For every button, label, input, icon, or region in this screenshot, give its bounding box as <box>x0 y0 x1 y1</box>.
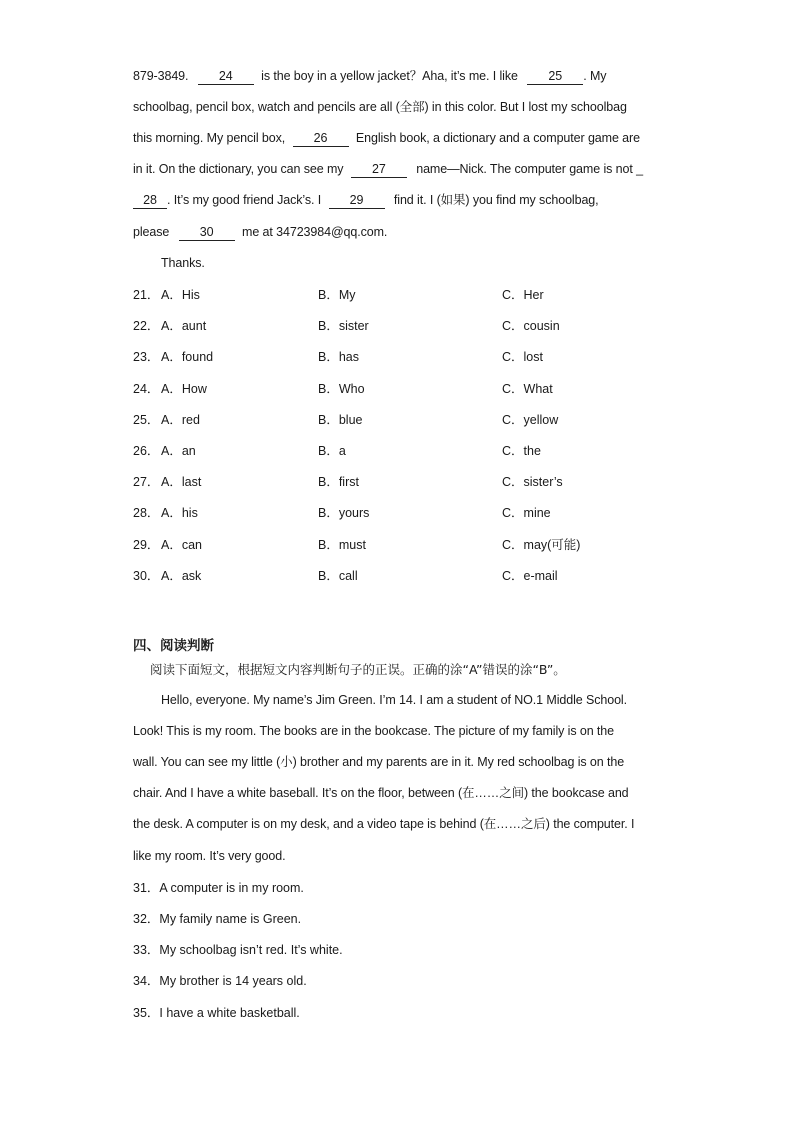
option-c: C．may(可能) <box>502 538 581 552</box>
cloze-text: find it. I (如果) you find my schoolbag, <box>393 193 599 207</box>
option-b: B．yours <box>318 506 370 520</box>
cloze-line-5 <box>133 191 599 209</box>
passage-line: Look! This is my room. The books are in the bookcase. The picture of my family is on the <box>133 724 615 738</box>
option-a: A．aunt <box>161 319 207 333</box>
option-b: B．sister <box>318 319 369 333</box>
passage-line: like my room. It’s very good. <box>133 849 286 863</box>
question-number: 23． <box>133 350 160 364</box>
blank-26: 26 <box>293 131 349 147</box>
blank-24: 24 <box>198 69 254 85</box>
option-c: C．mine <box>502 506 551 520</box>
question-number: 24． <box>133 382 160 396</box>
option-row <box>133 316 693 334</box>
blank-29: 29 <box>329 193 385 209</box>
option-a: A．found <box>161 350 214 364</box>
cloze-text: please <box>133 225 170 239</box>
cloze-text: 879-3849. <box>133 69 189 83</box>
cloze-line-1 <box>133 67 606 85</box>
option-b: B．must <box>318 538 366 552</box>
question-number: 30． <box>133 569 160 583</box>
judgment-question: 34．My brother is 14 years old. <box>133 974 307 988</box>
option-c: C．Her <box>502 288 544 302</box>
option-a: A．his <box>161 506 198 520</box>
judgment-question: 35．I have a white basketball. <box>133 1006 300 1020</box>
option-row <box>133 285 693 303</box>
question-number: 21． <box>133 288 160 302</box>
option-row <box>133 441 693 459</box>
question-number: 25． <box>133 413 160 427</box>
question-number: 26． <box>133 444 160 458</box>
cloze-text: name—Nick. The computer game is not _ <box>416 162 643 176</box>
cloze-line-6 <box>133 223 387 241</box>
section-heading: 四、阅读判断 <box>133 638 214 654</box>
cloze-text: me at 34723984@qq.com. <box>242 225 388 239</box>
option-a: A．can <box>161 538 202 552</box>
option-b: B．has <box>318 350 359 364</box>
option-row <box>133 566 693 584</box>
option-a: A．ask <box>161 569 202 583</box>
cloze-text: . My <box>583 69 607 83</box>
passage-line: wall. You can see my little (小) brother and my parents are in it. My red schoolbag is on the <box>133 755 625 769</box>
option-b: B．Who <box>318 382 365 396</box>
blank-27: 27 <box>351 162 407 178</box>
option-c: C．cousin <box>502 319 560 333</box>
passage-line: the desk. A computer is on my desk, and a video tape is behind (在……之后) the computer. I <box>133 817 635 831</box>
option-c: C．e-mail <box>502 569 558 583</box>
option-c: C．lost <box>502 350 543 364</box>
option-b: B．call <box>318 569 358 583</box>
option-row <box>133 472 693 490</box>
question-number: 29． <box>133 538 160 552</box>
option-b: B．a <box>318 444 346 458</box>
cloze-line-2: schoolbag, pencil box, watch and pencils are all (全部) in this color. But I lost my schoolbag <box>133 100 627 114</box>
cloze-text: in it. On the dictionary, you can see my <box>133 162 344 176</box>
option-row <box>133 379 693 397</box>
option-a: A．an <box>161 444 196 458</box>
option-a: A．red <box>161 413 200 427</box>
blank-25: 25 <box>527 69 583 85</box>
option-row <box>133 535 693 553</box>
judgment-question: 33．My schoolbag isn’t red. It’s white. <box>133 943 343 957</box>
option-c: C．yellow <box>502 413 559 427</box>
option-c: C．sister’s <box>502 475 563 489</box>
option-c: C．What <box>502 382 553 396</box>
option-a: A．How <box>161 382 207 396</box>
option-a: A．His <box>161 288 200 302</box>
passage-line: Hello, everyone. My name’s Jim Green. I’m 14. I am a student of NO.1 Middle School. <box>161 693 627 707</box>
judgment-question: 32．My family name is Green. <box>133 912 302 926</box>
option-b: B．My <box>318 288 356 302</box>
option-c: C．the <box>502 444 541 458</box>
question-number: 28． <box>133 506 160 520</box>
cloze-line-3 <box>133 129 640 147</box>
cloze-text: this morning. My pencil box, <box>133 131 286 145</box>
cloze-text: is the boy in a yellow jacket？Aha, it’s me. I like <box>261 69 518 83</box>
option-row <box>133 503 693 521</box>
option-b: B．first <box>318 475 359 489</box>
question-number: 27． <box>133 475 160 489</box>
cloze-thanks: Thanks. <box>161 256 205 270</box>
judgment-question: 31．A computer is in my room. <box>133 881 304 895</box>
option-a: A．last <box>161 475 202 489</box>
blank-30: 30 <box>179 225 235 241</box>
option-b: B．blue <box>318 413 363 427</box>
cloze-line-4 <box>133 160 643 178</box>
cloze-text: English book, a dictionary and a computer game are <box>355 131 640 145</box>
blank-28: 28 <box>133 193 167 209</box>
section-instruction: 阅读下面短文，根据短文内容判断句子的正误。正确的涂“A”错误的涂“B”。 <box>150 662 566 677</box>
passage-line: chair. And I have a white baseball. It’s on the floor, between (在……之间) the bookcase and <box>133 786 629 800</box>
question-number: 22． <box>133 319 160 333</box>
option-row <box>133 347 693 365</box>
cloze-text: . It’s my good friend Jack’s. I <box>167 193 322 207</box>
option-row <box>133 410 693 428</box>
